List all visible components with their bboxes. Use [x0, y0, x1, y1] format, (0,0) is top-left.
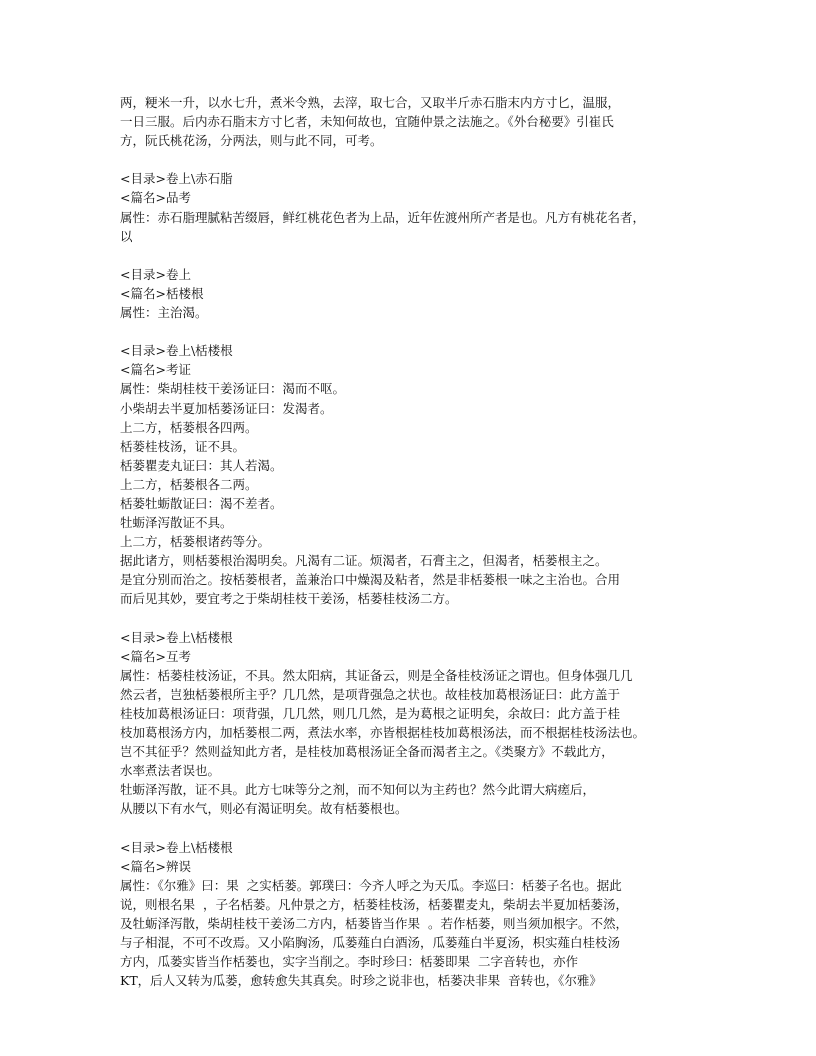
text-line: 从腰以下有水气，则必有渴证明矣。故有栝蒌根也。 [120, 801, 408, 817]
text-line: 属性：赤石脂理腻粘苦缀唇，鲜红桃花色者为上品，近年佐渡州所产者是也。凡方有桃花名者， [120, 209, 646, 225]
text-line: 牡蛎泽泻散，证不具。此方七味等分之剂，而不知何以为主药也？然今此谓大病瘥后， [120, 782, 596, 798]
text-line: 与子相混，不可不改焉。又小陷胸汤，瓜蒌薤白白酒汤，瓜蒌薤白半夏汤，枳实薤白桂枝汤 [120, 935, 621, 951]
chapter-line: <篇名>品考 [120, 190, 191, 206]
text-line: 栝蒌桂枝汤，证不具。 [120, 438, 246, 454]
text-line: 说，则根名果 ，子名栝蒌。凡仲景之方，栝蒌桂枝汤，栝蒌瞿麦丸，柴胡去半夏加栝蒌汤， [120, 896, 628, 912]
text-line: 属性：柴胡桂枝干姜汤证曰：渴而不呕。 [120, 381, 346, 397]
text-line: 是宜分别而治之。按栝蒌根者，盖兼治口中燥渴及粘者，然是非栝蒌根一味之主治也。合用 [120, 572, 621, 588]
text-line: 枝加葛根汤方内，加栝蒌根二两，煮法水率，亦皆根据桂枝加葛根汤法，而不根据桂枝汤法也。 [120, 725, 646, 741]
text-line: 据此诸方，则栝蒌根治渴明矣。凡渴有二证。烦渴者，石膏主之，但渴者，栝蒌根主之。 [120, 553, 608, 569]
paragraph-chishizhi-continuation [120, 93, 710, 150]
chapter-line: <篇名>辨误 [120, 858, 191, 874]
text-line: 方，阮氏桃花汤，分两法，则与此不同，可考。 [120, 133, 383, 149]
text-line: 及牡蛎泽泻散，柴胡桂枝干姜汤二方内，栝蒌皆当作果 。若作栝蒌，则当须加根字。不然， [120, 916, 628, 932]
text-line: 上二方，栝蒌根各二两。 [120, 476, 258, 492]
text-line: 属性：主治渴。 [120, 305, 208, 321]
text-line: 属性：《尔雅》曰：果 之实栝蒌。郭璞曰：今齐人呼之为天瓜。李巡曰：栝蒌子名也。据此 [120, 877, 622, 893]
text-line: 以 [120, 228, 133, 244]
catalog-line: <目录>卷上\栝楼根 [120, 629, 233, 645]
text-line: 水率煮法者误也。 [120, 763, 221, 779]
text-line: 栝蒌瞿麦丸证曰：其人若渴。 [120, 457, 283, 473]
entry-gualougen-bianwu [120, 838, 710, 991]
entry-chishizhi-pinkao [120, 169, 710, 245]
entry-gualougen-hukao [120, 628, 710, 819]
text-line: 属性：栝蒌桂枝汤证，不具。然太阳病，其证备云，则是全备桂枝汤证之谓也。但身体强几几 [120, 667, 633, 683]
text-line: 方内，瓜蒌实皆当作栝蒌也，实字当削之。李时珍曰：栝蒌即果 二字音转也，亦作 [120, 954, 578, 970]
chapter-line: <篇名>互考 [120, 648, 191, 664]
chapter-line: <篇名>栝楼根 [120, 285, 204, 301]
chapter-line: <篇名>考证 [120, 362, 191, 378]
text-line: 然云者，岂独栝蒌根所主乎？几几然，是项背强急之状也。故桂枝加葛根汤证曰：此方盖于 [120, 686, 621, 702]
text-line: 而后见其妙，要宜考之于柴胡桂枝干姜汤，栝蒌桂枝汤二方。 [120, 591, 458, 607]
text-line: KT，后人又转为瓜蒌，愈转愈失其真矣。时珍之说非也，栝蒌决非果 音转也，《尔雅》 [120, 973, 602, 989]
text-line: 牡蛎泽泻散证不具。 [120, 515, 233, 531]
catalog-line: <目录>卷上\赤石脂 [120, 171, 233, 187]
text-line: 小柴胡去半夏加栝蒌汤证曰：发渴者。 [120, 400, 333, 416]
text-line: 上二方，栝蒌根诸药等分。 [120, 534, 271, 550]
page-text [120, 93, 710, 990]
text-line: 一日三服。后内赤石脂末方寸匕者，未知何故也，宜随仲景之法施之。《外台秘要》引崔氏 [120, 114, 614, 130]
entry-gualougen-kaozheng [120, 341, 710, 608]
catalog-line: <目录>卷上 [120, 266, 191, 282]
text-line: 两，粳米一升，以水七升，煮米令熟，去滓，取七合，又取半斤赤石脂末内方寸匕，温服， [120, 95, 621, 110]
text-line: 岂不其征乎？然则益知此方者，是桂枝加葛根汤证全备而渴者主之。《类聚方》不载此方， [120, 744, 614, 760]
catalog-line: <目录>卷上\栝楼根 [120, 839, 233, 855]
catalog-line: <目录>卷上\栝楼根 [120, 343, 233, 359]
text-line: 栝蒌牡蛎散证曰：渴不差者。 [120, 495, 283, 511]
text-line: 桂枝加葛根汤证曰：项背强，几几然，则几几然，是为葛根之证明矣，余故曰：此方盖于桂 [120, 706, 621, 721]
entry-gualougen [120, 265, 710, 322]
text-line: 上二方，栝蒌根各四两。 [120, 419, 258, 435]
